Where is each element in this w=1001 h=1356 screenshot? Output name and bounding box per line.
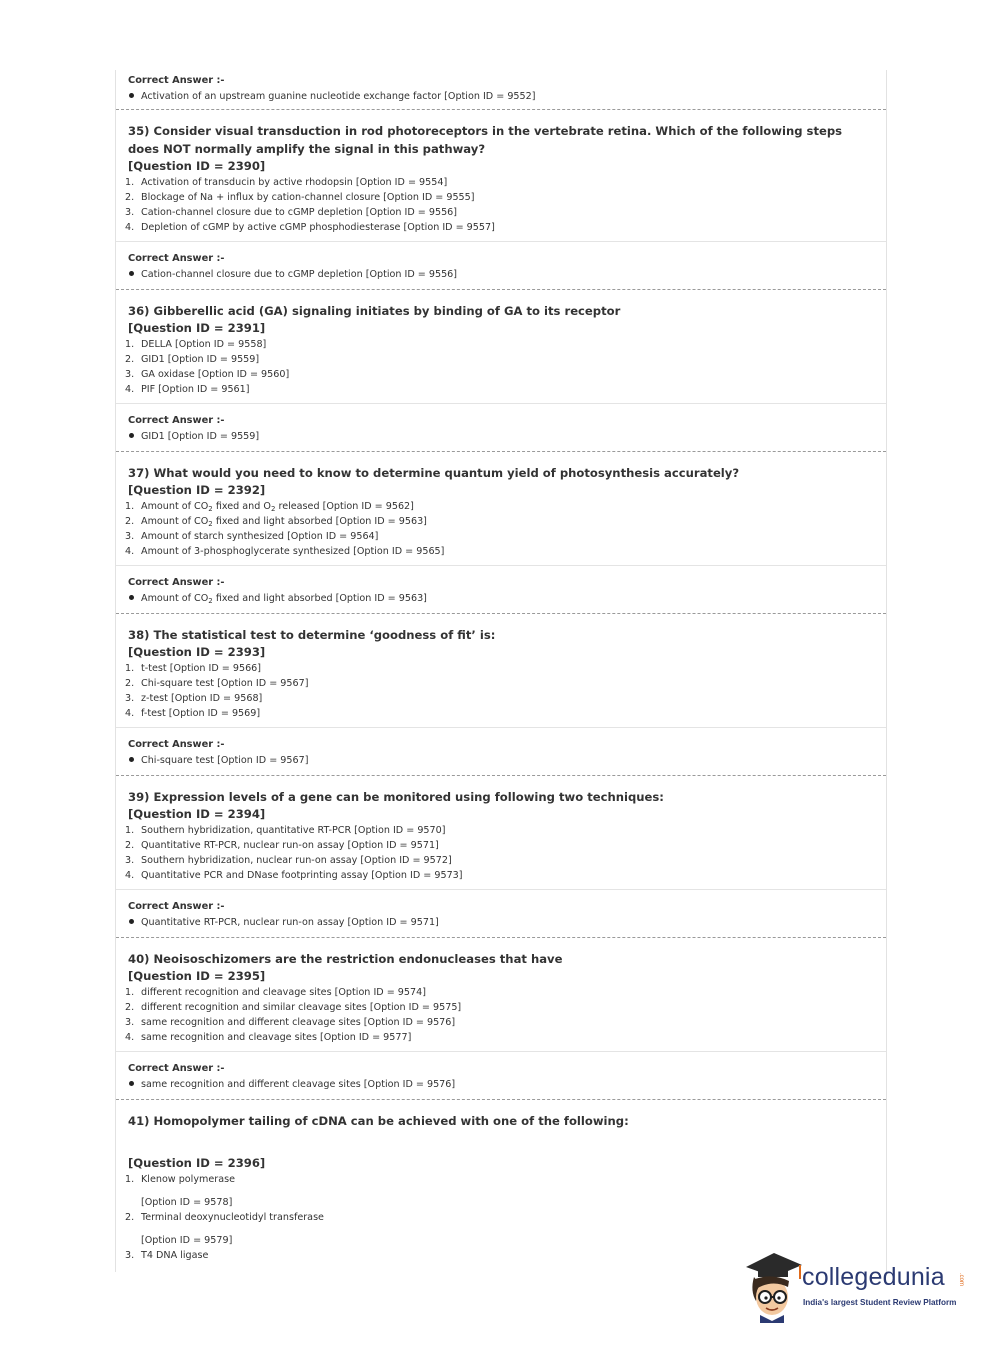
- question-block-36: [116, 290, 886, 452]
- question-section: [116, 452, 886, 566]
- option-id: [Option ID = 9579]: [141, 1235, 233, 1246]
- bullet-icon: [129, 93, 134, 98]
- option-item: 4. PIF [Option ID = 9561]: [125, 384, 250, 395]
- correct-answer-value: Cation-channel closure due to cGMP depletion [Option ID = 9556]: [128, 267, 874, 283]
- option-item: 1. Activation of transducin by active rhodopsin [Option ID = 9554]: [125, 177, 448, 188]
- previous-answer-section: [116, 70, 886, 110]
- option-item: 4. Quantitative PCR and DNase footprinting assay [Option ID = 9573]: [125, 870, 463, 881]
- question-block-37: [116, 452, 886, 614]
- correct-answer-value: GID1 [Option ID = 9559]: [128, 429, 874, 445]
- option-item: 4. same recognition and cleavage sites [Option ID = 9577]: [125, 1032, 412, 1043]
- bullet-icon: [129, 433, 134, 438]
- correct-answer-label: Correct Answer :-: [128, 739, 225, 750]
- question-id: [Question ID = 2396]: [128, 1156, 266, 1170]
- question-id: [Question ID = 2394]: [128, 807, 266, 821]
- question-text: 39) Expression levels of a gene can be monitored using following two techniques:: [128, 790, 664, 804]
- bullet-icon: [129, 595, 134, 600]
- correct-answer-label: Correct Answer :-: [128, 577, 225, 588]
- question-block-41: [116, 1100, 886, 1269]
- question-text: 37) What would you need to know to determine quantum yield of photosynthesis accurately?: [128, 466, 740, 480]
- option-item: 3. Cation-channel closure due to cGMP depletion [Option ID = 9556]: [125, 207, 458, 218]
- option-item: 1. t-test [Option ID = 9566]: [125, 663, 262, 674]
- bullet-icon: [129, 271, 134, 276]
- mascot-icon: [742, 1245, 804, 1323]
- question-text: 36) Gibberellic acid (GA) signaling initiates by binding of GA to its receptor: [128, 304, 621, 318]
- option-item: 2. Blockage of Na + influx by cation-channel closure [Option ID = 9555]: [125, 192, 475, 203]
- question-id: [Question ID = 2395]: [128, 969, 266, 983]
- option-item: 2. GID1 [Option ID = 9559]: [125, 354, 260, 365]
- correct-answer-value: Activation of an upstream guanine nucleotide exchange factor [Option ID = 9552]: [128, 89, 874, 105]
- question-block-38: [116, 614, 886, 776]
- answer-section: [116, 242, 886, 289]
- answer-section: [116, 404, 886, 451]
- option-id: [Option ID = 9578]: [141, 1197, 233, 1208]
- question-block-39: [116, 776, 886, 938]
- logo-brand-text: collegedunia: [802, 1263, 945, 1291]
- question-id: [Question ID = 2392]: [128, 483, 266, 497]
- question-text: 38) The statistical test to determine ‘goodness of fit’ is:: [128, 628, 496, 642]
- question-block-35: [116, 110, 886, 290]
- logo-tagline: India's largest Student Review Platform: [803, 1298, 957, 1307]
- option-item: 1. different recognition and cleavage sites [Option ID = 9574]: [125, 987, 426, 998]
- option-item: 4. Depletion of cGMP by active cGMP phosphodiesterase [Option ID = 9557]: [125, 222, 495, 233]
- question-section: [116, 290, 886, 404]
- question-id: [Question ID = 2393]: [128, 645, 266, 659]
- bullet-icon: [129, 1081, 134, 1086]
- question-text: 35) Consider visual transduction in rod photoreceptors in the vertebrate retina. Which of the following steps does NOT normally amplify the signal in this pathway?: [128, 124, 843, 156]
- option-item: 1. DELLA [Option ID = 9558]: [125, 339, 267, 350]
- correct-answer-value: same recognition and different cleavage sites [Option ID = 9576]: [128, 1077, 874, 1093]
- option-item: 3. Amount of starch synthesized [Option ID = 9564]: [125, 531, 379, 542]
- correct-answer-label: Correct Answer :-: [128, 1063, 225, 1074]
- option-item: 3. same recognition and different cleavage sites [Option ID = 9576]: [125, 1017, 456, 1028]
- option-item: 1. Klenow polymerase: [125, 1174, 235, 1185]
- answer-section: [116, 890, 886, 937]
- option-item: 2. Terminal deoxynucleotidyl transferase: [125, 1212, 324, 1223]
- correct-answer-value: Amount of $CO_2$ fixed and light absorbed [Option ID = 9563]: [128, 591, 874, 607]
- option-item: 3. z-test [Option ID = 9568]: [125, 693, 263, 704]
- question-paper-sheet: [115, 70, 887, 1272]
- question-text: 41) Homopolymer tailing of cDNA can be achieved with one of the following:: [128, 1114, 629, 1128]
- correct-answer-value: Quantitative RT-PCR, nuclear run-on assay [Option ID = 9571]: [128, 915, 874, 931]
- question-id: [Question ID = 2390]: [128, 159, 266, 173]
- option-item: 4. f-test [Option ID = 9569]: [125, 708, 261, 719]
- options-list: [125, 661, 874, 721]
- question-id: [Question ID = 2391]: [128, 321, 266, 335]
- answer-section: [116, 728, 886, 775]
- correct-answer-value: Chi-square test [Option ID = 9567]: [128, 753, 874, 769]
- question-text: 40) Neoisoschizomers are the restriction endonucleases that have: [128, 952, 563, 966]
- option-item: 3. Southern hybridization, nuclear run-on assay [Option ID = 9572]: [125, 855, 452, 866]
- question-section: [116, 776, 886, 890]
- option-item: 1. Southern hybridization, quantitative RT-PCR [Option ID = 9570]: [125, 825, 446, 836]
- options-list: [125, 175, 874, 235]
- question-block-40: [116, 938, 886, 1100]
- bullet-icon: [129, 919, 134, 924]
- option-item: 3. T4 DNA ligase: [125, 1250, 209, 1261]
- option-item: 1. Amount of $CO_2$ fixed and $O_2$ released [Option ID = 9562]: [125, 501, 414, 513]
- correct-answer-label: Correct Answer :-: [128, 415, 225, 426]
- option-item: 2. Chi-square test [Option ID = 9567]: [125, 678, 309, 689]
- options-list: [125, 823, 874, 883]
- options-list: [125, 337, 874, 397]
- question-section: [116, 938, 886, 1052]
- options-list: [125, 985, 874, 1045]
- option-item: 3. GA oxidase [Option ID = 9560]: [125, 369, 290, 380]
- correct-answer-label: Correct Answer :-: [128, 901, 225, 912]
- collegedunia-logo: [742, 1245, 972, 1325]
- question-section: [116, 614, 886, 728]
- bullet-icon: [129, 757, 134, 762]
- answer-section: [116, 566, 886, 613]
- options-list: [125, 499, 874, 559]
- correct-answer-label: Correct Answer :-: [128, 253, 225, 264]
- option-item: 2. different recognition and similar cleavage sites [Option ID = 9575]: [125, 1002, 462, 1013]
- option-item: 4. Amount of 3-phosphoglycerate synthesized [Option ID = 9565]: [125, 546, 445, 557]
- question-section: [116, 110, 886, 242]
- correct-answer-label: Correct Answer :-: [128, 75, 225, 86]
- answer-section: [116, 1052, 886, 1099]
- logo-com-text: .com: [958, 1273, 964, 1287]
- question-section: [116, 1100, 886, 1269]
- option-item: 2. Quantitative RT-PCR, nuclear run-on assay [Option ID = 9571]: [125, 840, 439, 851]
- option-item: 2. Amount of $CO_2$ fixed and light absorbed [Option ID = 9563]: [125, 516, 427, 528]
